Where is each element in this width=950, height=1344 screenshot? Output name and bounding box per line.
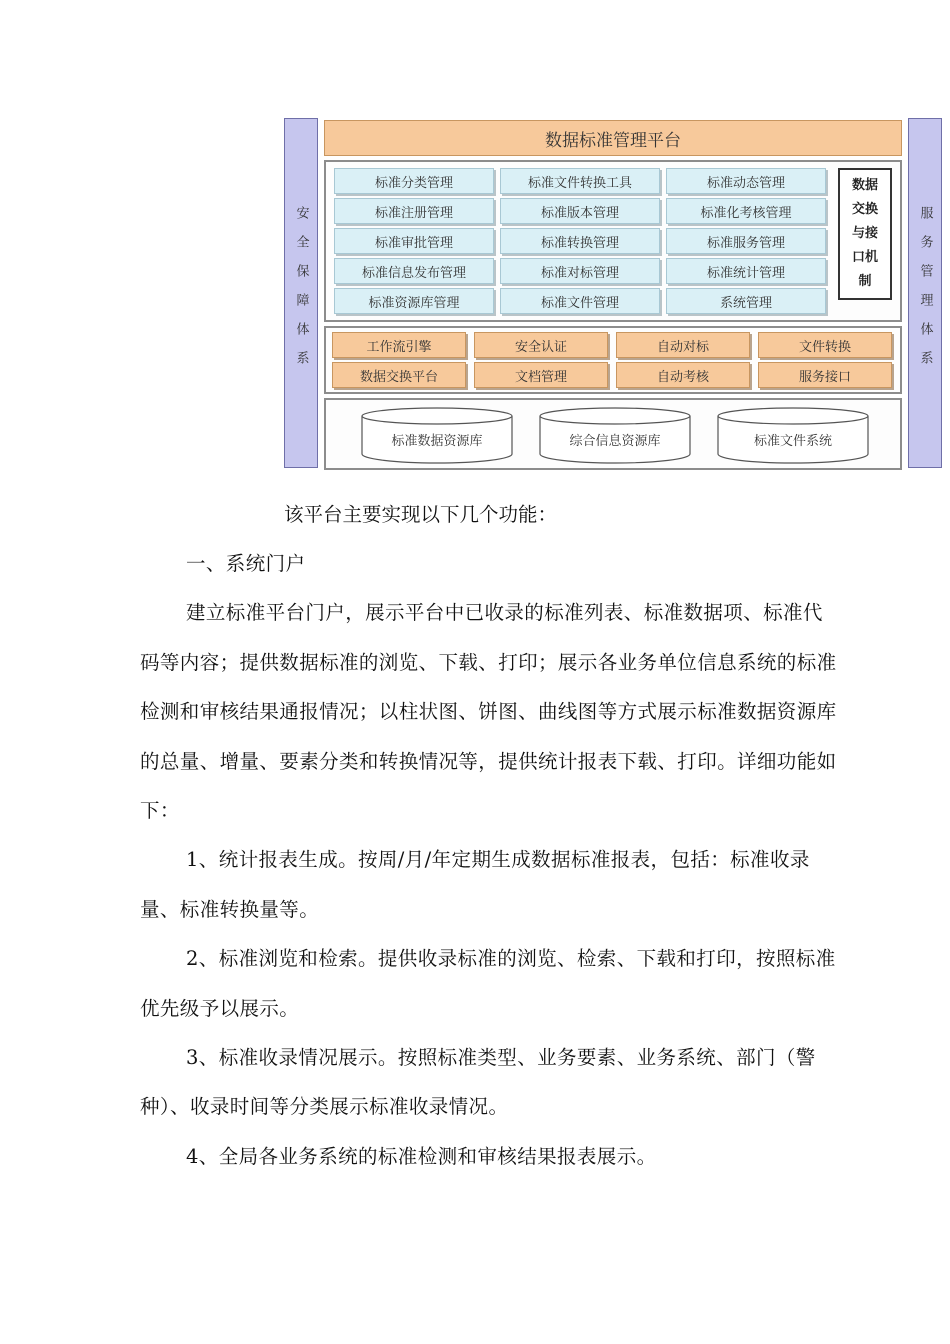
module-box: 标准审批管理 xyxy=(334,228,494,254)
database-cylinder xyxy=(716,406,870,464)
module-box: 标准信息发布管理 xyxy=(334,258,494,284)
management-modules-panel xyxy=(324,160,902,322)
databases-panel xyxy=(324,398,902,470)
item-collection-display: 3、标准收录情况展示。按照标准类型、业务要素、业务系统、部门（警种）、收录时间等分类展示标准收录情况。 xyxy=(140,1046,816,1119)
item-report-generation: 1、统计报表生成。按周/月/年定期生成数据标准报表，包括：标准收录量、标准转换量等。 xyxy=(140,848,810,921)
service-box: 自动对标 xyxy=(616,332,750,358)
module-box: 标准版本管理 xyxy=(500,198,660,224)
services-panel xyxy=(324,326,902,394)
module-box: 标准统计管理 xyxy=(666,258,826,284)
module-box: 标准对标管理 xyxy=(500,258,660,284)
database-label: 标准文件系统 xyxy=(753,434,832,449)
service-box: 文档管理 xyxy=(474,362,608,388)
service-box: 服务接口 xyxy=(758,362,892,388)
architecture-diagram xyxy=(284,118,946,472)
intro-line: 该平台主要实现以下几个功能： xyxy=(284,503,558,526)
module-box: 标准分类管理 xyxy=(334,168,494,194)
service-management-label: 服务管理体系 xyxy=(917,206,933,380)
service-box: 文件转换 xyxy=(758,332,892,358)
module-box: 标准文件转换工具 xyxy=(500,168,660,194)
database-label: 标准数据资源库 xyxy=(391,434,483,449)
module-box: 标准服务管理 xyxy=(666,228,826,254)
exchange-interface-box: 数据交换与接口机制 xyxy=(838,168,892,300)
security-system-bar xyxy=(284,118,318,468)
module-box: 标准资源库管理 xyxy=(334,288,494,314)
service-box: 数据交换平台 xyxy=(332,362,466,388)
item-browse-search: 2、标准浏览和检索。提供收录标准的浏览、检索、下载和打印，按照标准优先级予以展示。 xyxy=(140,947,836,1020)
service-management-bar xyxy=(908,118,942,468)
module-box: 标准注册管理 xyxy=(334,198,494,224)
section-heading: 一、系统门户 xyxy=(186,552,306,575)
paragraph-portal: 建立标准平台门户，展示平台中已收录的标准列表、标准数据项、标准代码等内容；提供数据标准的浏览、下载、打印；展示各业务单位信息系统的标准检测和审核结果通报情况；以柱状图、饼图、曲线图等方式展示标准数据资源库的总量、增量、要素分类和转换情况等，提供统计报表下载、打印。详细功能如下： xyxy=(140,601,837,823)
module-box: 标准转换管理 xyxy=(500,228,660,254)
module-box: 标准动态管理 xyxy=(666,168,826,194)
module-box: 标准文件管理 xyxy=(500,288,660,314)
service-box: 安全认证 xyxy=(474,332,608,358)
service-box: 自动考核 xyxy=(616,362,750,388)
module-box: 标准化考核管理 xyxy=(666,198,826,224)
security-system-label: 安全保障体系 xyxy=(293,206,309,380)
database-cylinder xyxy=(538,406,692,464)
service-box: 工作流引擎 xyxy=(332,332,466,358)
database-cylinder xyxy=(360,406,514,464)
item-audit-report: 4、全局各业务系统的标准检测和审核结果报表展示。 xyxy=(186,1144,657,1168)
platform-title: 数据标准管理平台 xyxy=(324,120,902,156)
database-label: 综合信息资源库 xyxy=(569,434,661,449)
module-box: 系统管理 xyxy=(666,288,826,314)
body-text xyxy=(140,539,840,1181)
